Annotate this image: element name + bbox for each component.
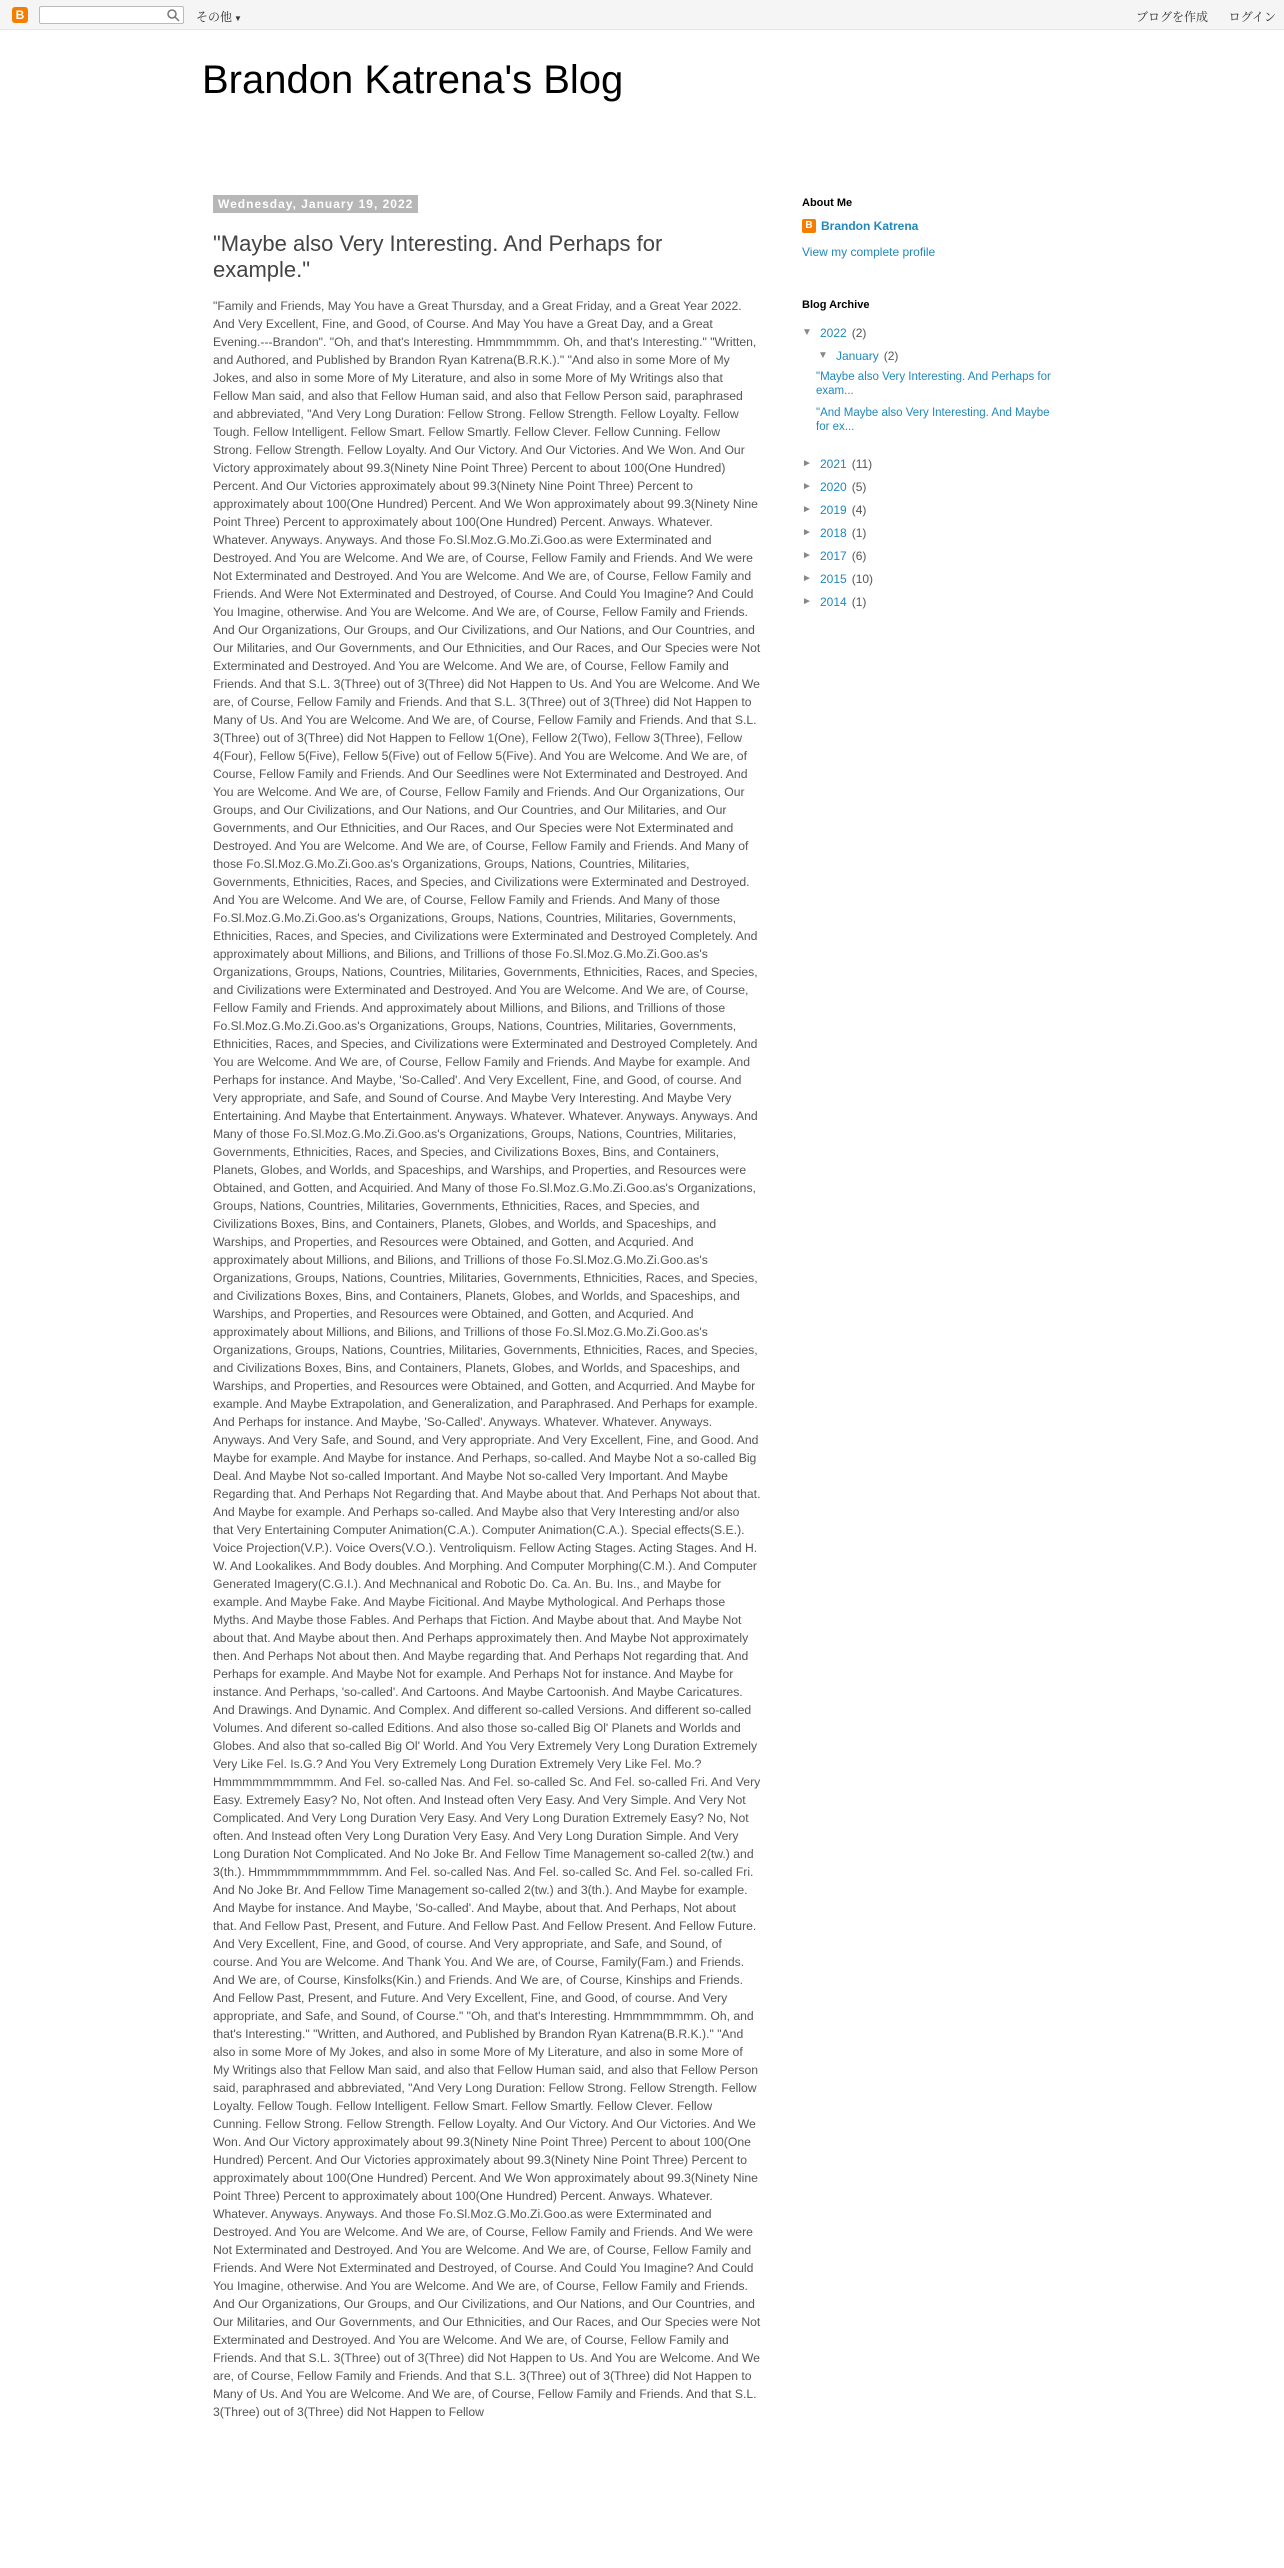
archive-year-link[interactable]: 2021: [820, 456, 847, 471]
collapse-toggle-icon[interactable]: ►: [802, 573, 812, 584]
archive-year-link[interactable]: 2014: [820, 594, 847, 609]
login-link[interactable]: ログイン: [1228, 10, 1276, 24]
archive-count: (11): [851, 456, 873, 471]
profile-name-link[interactable]: Brandon Katrena: [821, 219, 919, 233]
blog-archive-widget: [802, 299, 1062, 613]
archive-year-link[interactable]: 2018: [820, 525, 847, 540]
archive-month-item: [818, 344, 1062, 367]
archive-year-item: [802, 590, 1062, 613]
blogger-profile-icon: B: [802, 219, 816, 233]
blogger-logo-icon[interactable]: B: [12, 7, 28, 23]
archive-post-item: [802, 406, 1062, 434]
archive-year-item: [802, 452, 1062, 475]
archive-year-item: [802, 544, 1062, 567]
post-title: "Maybe also Very Interesting. And Perhaps for example.": [213, 231, 663, 282]
about-me-widget: [802, 197, 1062, 259]
profile-line: [802, 219, 1062, 233]
about-me-title: About Me: [802, 197, 853, 209]
archive-count: (2): [851, 325, 867, 340]
sidebar: [802, 197, 1062, 613]
archive-post-link[interactable]: "And Maybe also Very Interesting. And Maybe for ex...: [816, 407, 1050, 433]
archive-count: (2): [883, 348, 899, 363]
more-menu-button[interactable]: [196, 8, 242, 25]
archive-year-item: [802, 521, 1062, 544]
archive-count: (6): [851, 548, 867, 563]
expand-toggle-icon[interactable]: ▼: [818, 350, 828, 361]
archive-month-link[interactable]: January: [836, 348, 879, 363]
collapse-toggle-icon[interactable]: ►: [802, 527, 812, 538]
more-menu-label: その他: [196, 10, 233, 24]
view-profile-link[interactable]: View my complete profile: [802, 245, 936, 259]
search-icon[interactable]: [166, 8, 180, 22]
expand-toggle-icon[interactable]: ▼: [802, 327, 812, 338]
archive-count: (4): [851, 502, 867, 517]
collapse-toggle-icon[interactable]: ►: [802, 504, 812, 515]
archive-year-item: [802, 567, 1062, 590]
archive-year-link[interactable]: 2022: [820, 325, 847, 340]
archive-year-item: [802, 475, 1062, 498]
collapse-toggle-icon[interactable]: ►: [802, 458, 812, 469]
blog-title[interactable]: Brandon Katrena's Blog: [202, 58, 624, 102]
archive-count: (10): [851, 571, 874, 586]
post-date-header: Wednesday, January 19, 2022: [213, 195, 418, 213]
archive-list: [802, 321, 1062, 613]
spacer: [802, 442, 1062, 452]
archive-count: (1): [851, 594, 867, 609]
blogger-navbar: [0, 0, 1284, 30]
navbar-search-box: [39, 6, 184, 24]
collapse-toggle-icon[interactable]: ►: [802, 481, 812, 492]
collapse-toggle-icon[interactable]: ►: [802, 550, 812, 561]
archive-post-link[interactable]: "Maybe also Very Interesting. And Perhaps for exam...: [816, 371, 1051, 397]
archive-year-item: [802, 498, 1062, 521]
blog-archive-title: Blog Archive: [802, 299, 870, 311]
caret-down-icon: ▼: [234, 14, 242, 23]
collapse-toggle-icon[interactable]: ►: [802, 596, 812, 607]
archive-year-link[interactable]: 2017: [820, 548, 847, 563]
archive-post-list: [802, 370, 1062, 434]
main-column: [213, 195, 761, 2421]
archive-year-link[interactable]: 2015: [820, 571, 847, 586]
create-blog-link[interactable]: ブログを作成: [1135, 10, 1208, 24]
archive-count: (5): [851, 479, 867, 494]
post-body: "Family and Friends, May You have a Great Thursday, and a Great Friday, and a Great Year 2022. And Very Excellent, Fine, and Good, of Course. And May You have a Great Day, and a Great Evening.---Brandon". "Oh, and that's Interesting. Hmmmmmmm. Oh, and that's Interesting." "Written, and Authored, and Published by Brandon Ryan Katrena(B.R.K.)." "And also in some More of My Jokes, and also in some More of My Literature, and also in some More of My Writings also that Fellow Man said, and also that Fellow Human said, and also that Fellow Person said, paraphrased and abbreviated, "And Very Long Duration: Fellow Strong. Fellow Strength. Fellow Loyalty. Fellow Tough. Fellow Intelligent. Fellow Smart. Fellow Smartly. Fellow Clever. Fellow Cunning. Fellow Strong. Fellow Strength. Fellow Loyalty. And Our Victory. And Our Victories. And We Won. And Our Victory approximately about 99.3(Ninety Nine Point Three) Percent to about 100(One Hundred) Percent. And Our Victories approximately about 99.3(Ninety Nine Point Three) Percent to approximately about 100(One Hundred) Percent. And We Won approximately about 99.3(Ninety Nine Point Three) Percent to approximately about 100(One Hundred) Percent. Anways. Whatever. Whatever. Anyways. Anyways. And those Fo.Sl.Moz.G.Mo.Zi.Goo.as were Exterminated and Destroyed. And You are Welcome. And We are, of Course, Fellow Family and Friends. And We were Not Exterminated and Destroyed. And You are Welcome. And We are, of Course, Fellow Family and Friends. And Were Not Exterminated and Destroyed, of Course. And Could You Imagine? And Could You Imagine, otherwise. And You are Welcome. And We are, of Course, Fellow Family and Friends. And Our Organizations, Our Groups, and Our Civilizations, and Our Nations, and Our Countries, and Our Militaries, and Our Governments, and Our Ethnicities, and Our Races, and Our Species were Not Exterminated and Destroyed. And You are Welcome. And We are, of Course, Fellow Family and Friends. And that S.L. 3(Three) out of 3(Three) did Not Happen to Us. And You are Welcome. And We are, of Course, Fellow Family and Friends. And that S.L. 3(Three) out of 3(Three) did Not Happen to Many of Us. And You are Welcome. And We are, of Course, Fellow Family and Friends. And that S.L. 3(Three) out of 3(Three) did Not Happen to Fellow 1(One), Fellow 2(Two), Fellow 3(Three), Fellow 4(Four), Fellow 5(Five), Fellow 5(Five) out of Fellow 5(Five). And You are Welcome. And We are, of Course, Fellow Family and Friends. And Our Seedlines were Not Exterminated and Destroyed. And You are Welcome. And We are, of Course, Fellow Family and Friends. And Our Organizations, Our Groups, and Our Civilizations, and Our Nations, and Our Countries, and Our Militaries, and Our Governments, and Our Ethnicities, and Our Races, and Our Species were Not Exterminated and Destroyed. And You are Welcome. And We are, of Course, Fellow Family and Friends. And Many of those Fo.Sl.Moz.G.Mo.Zi.Goo.as's Organizations, Groups, Nations, Countries, Militaries, Governments, Ethnicities, Races, and Species, and Civilizations were Exterminated and Destroyed. And You are Welcome. And We are, of Course, Fellow Family and Friends. And Many of those Fo.Sl.Moz.G.Mo.Zi.Goo.as's Organizations, Groups, Nations, Countries, Militaries, Governments, Ethnicities, Races, and Species, and Civilizations were Exterminated and Destroyed Completely. And approximately about Millions, and Bilions, and Trillions of those Fo.Sl.Moz.G.Mo.Zi.Goo.as's Organizations, Groups, Nations, Countries, Militaries, Governments, Ethnicities, Races, and Species, and Civilizations were Exterminated and Destroyed. And You are Welcome. And We are, of Course, Fellow Family and Friends. And approximately about Millions, and Bilions, and Trillions of those Fo.Sl.Moz.G.Mo.Zi.Goo.as's Organizations, Groups, Nations, Countries, Militaries, Governments, Ethnicities, Races, and Species, and Civilizations were Exterminated and Destroyed Completely. And You are Welcome. And We are, of Course, Fellow Family and Friends. And Maybe for example. And Perhaps for instance. And Maybe, 'So-Called'. And Very Excellent, Fine, and Good, of course. And Very appropriate, and Safe, and Sound of Course. And Maybe Very Interesting. And Maybe Very Entertaining. And Maybe that Entertainment. Anyways. Whatever. Whatever. Anyways. Anyways. And Many of those Fo.Sl.Moz.G.Mo.Zi.Goo.as's Organizations, Groups, Nations, Countries, Militaries, Governments, Ethnicities, Races, and Species, and Civilizations Boxes, Bins, and Containers, Planets, Globes, and Worlds, and Spaceships, and Warships, and Properties, and Resources were Obtained, and Gotten, and Acquiried. And Many of those Fo.Sl.Moz.G.Mo.Zi.Goo.as's Organizations, Groups, Nations, Countries, Militaries, Governments, Ethnicities, Races, and Species, and Civilizations Boxes, Bins, and Containers, Planets, Globes, and Worlds, and Spaceships, and Warships, and Properties, and Resources were Obtained, and Gotten, and Acquried. And approximately about Millions, and Bilions, and Trillions of those Fo.Sl.Moz.G.Mo.Zi.Goo.as's Organizations, Groups, Nations, Countries, Militaries, Governments, Ethnicities, Races, and Species, and Civilizations Boxes, Bins, and Containers, Planets, Globes, and Worlds, and Spaceships, and Warships, and Properties, and Resources were Obtained, and Gotten, and Acquried. And approximately about Millions, and Bilions, and Trillions of those Fo.Sl.Moz.G.Mo.Zi.Goo.as's Organizations, Groups, Nations, Countries, Militaries, Governments, Ethnicities, Races, and Species, and Civilizations Boxes, Bins, and Containers, Planets, Globes, and Worlds, and Spaceships, and Warships, and Properties, and Resources were Obtained, and Gotten, and Acqurried. And Maybe for example. And Maybe Extrapolation, and Generalization, and Paraphrased. And Perhaps for example. And Perhaps for instance. And Maybe, 'So-Called'. Anyways. Whatever. Whatever. Anyways. Anyways. And Very Safe, and Sound, and Very appropriate. And Very Excellent, Fine, and Good. And Maybe for example. And Maybe for instance. And Perhaps, so-called. And Maybe Not a so-called Big Deal. And Maybe Not so-called Important. And Maybe Not so-called Very Important. And Maybe Regarding that. And Perhaps Not Regarding that. And Maybe about that. And Perhaps Not about that. And Maybe for example. And Perhaps so-called. And Maybe also that Very Interesting and/or also that Very Entertaining Computer Animation(C.A.). Computer Animation(C.A.). Special effects(S.E.). Voice Projection(V.P.). Voice Overs(V.O.). Ventroliquism. Fellow Acting Stages. Acting Stages. And H. W. And Lookalikes. And Body doubles. And Morphing. And Computer Morphing(C.M.). And Computer Generated Imagery(C.G.I.). And Mechnanical and Robotic Do. Ca. An. Bu. Ins., and Maybe for example. And Maybe Fake. And Maybe Ficitional. And Maybe Mythological. And Perhaps those Myths. And Maybe those Fables. And Perhaps that Fiction. And Maybe about that. And Maybe Not about that. And Maybe about then. And Perhaps approximately then. And Maybe Not approximately then. And Perhaps Not about then. And Maybe regarding that. And Perhaps Not regarding that. And Perhaps for example. And Maybe Not for example. And Perhaps Not for instance. And Maybe for instance. And Perhaps, 'so-called'. And Cartoons. And Maybe Cartoonish. And Maybe Caricatures. And Drawings. And Dynamic. And Complex. And different so-called Versions. And different so-called Volumes. And diferent so-called Editions. And also those so-called Big Ol' Planets and Worlds and Globes. And also that so-called Big Ol' World. And You Very Extremely Very Long Duration Extremely Very Like Fel. Is.G.? And You Very Extremely Long Duration Extremely Very Like Fel. Mo.? Hmmmmmmmmmmm. And Fel. so-called Nas. And Fel. so-called Sc. And Fel. so-called Fri. And Very Easy. Extremely Easy? No, Not often. And Instead often Very Easy. And Very Simple. And Very Not Complicated. And Very Long Duration Very Easy. And Very Long Duration Extremely Easy? No, Not often. And Instead often Very Long Duration Very Easy. And Very Long Duration Simple. And Very Long Duration Not Complicated. And No Joke Br. And Fellow Time Management so-called 2(tw.) and 3(th.). Hmmmmmmmmmmmm. And Fel. so-called Nas. And Fel. so-called Sc. And Fel. so-called Fri. And No Joke Br. And Fellow Time Management so-called 2(tw.) and 3(th.). And Maybe for example. And Maybe for instance. And Maybe, 'So-called'. And Maybe, about that. And Perhaps, Not about that. And Fellow Past, Present, and Future. And Fellow Past. And Fellow Present. And Fellow Future. And Very Excellent, Fine, and Good, of course. And Very appropriate, and Safe, and Sound, of course. And You are Welcome. And Thank You. And We are, of Course, Family(Fam.) and Friends. And We are, of Course, Kinsfolks(Kin.) and Friends. And We are, of Course, Kinships and Friends. And Fellow Past, Present, and Future. And Very Excellent, Fine, and Good, of course. And Very appropriate, and Safe, and Sound, of Course." "Oh, and that's Interesting. Hmmmmmmmm. Oh, and that's Interesting." "Written, and Authored, and Published by Brandon Ryan Katrena(B.R.K.)." "And also in some More of My Jokes, and also in some More of My Literature, and also in some More of My Writings also that Fellow Man said, and also that Fellow Human said, and also that Fellow Person said, paraphrased and abbreviated, "And Very Long Duration: Fellow Strong. Fellow Strength. Fellow Loyalty. Fellow Tough. Fellow Intelligent. Fellow Smart. Fellow Smartly. Fellow Clever. Fellow Cunning. Fellow Strong. Fellow Strength. Fellow Loyalty. And Our Victory. And Our Victories. And We Won. And Our Victory approximately about 99.3(Ninety Nine Point Three) Percent to about 100(One Hundred) Percent. And Our Victories approximately about 99.3(Ninety Nine Point Three) Percent to approximately about 100(One Hundred) Percent. And We Won approximately about 99.3(Ninety Nine Point Three) Percent to approximately about 100(One Hundred) Percent. Anways. Whatever. Whatever. Anyways. Anyways. And those Fo.Sl.Moz.G.Mo.Zi.Goo.as were Exterminated and Destroyed. And You are Welcome. And We are, of Course, Fellow Family and Friends. And We were Not Exterminated and Destroyed. And You are Welcome. And We are, of Course, Fellow Family and Friends. And Were Not Exterminated and Destroyed, of Course. And Could You Imagine? And Could You Imagine, otherwise. And You are Welcome. And We are, of Course, Fellow Family and Friends. And Our Organizations, Our Groups, and Our Civilizations, and Our Nations, and Our Countries, and Our Militaries, and Our Governments, and Our Ethnicities, and Our Races, and Our Species were Not Exterminated and Destroyed. And You are Welcome. And We are, of Course, Fellow Family and Friends. And that S.L. 3(Three) out of 3(Three) did Not Happen to Us. And You are Welcome. And We are, of Course, Fellow Family and Friends. And that S.L. 3(Three) out of 3(Three) did Not Happen to Many of Us. And You are Welcome. And We are, of Course, Fellow Family and Friends. And that S.L. 3(Three) out of 3(Three) did Not Happen to Fellow: [213, 299, 761, 2419]
archive-year-item: [802, 321, 1062, 434]
archive-count: (1): [851, 525, 867, 540]
navbar-search-input[interactable]: [40, 8, 166, 22]
archive-year-link[interactable]: 2020: [820, 479, 847, 494]
archive-post-item: [802, 370, 1062, 398]
archive-year-link[interactable]: 2019: [820, 502, 847, 517]
